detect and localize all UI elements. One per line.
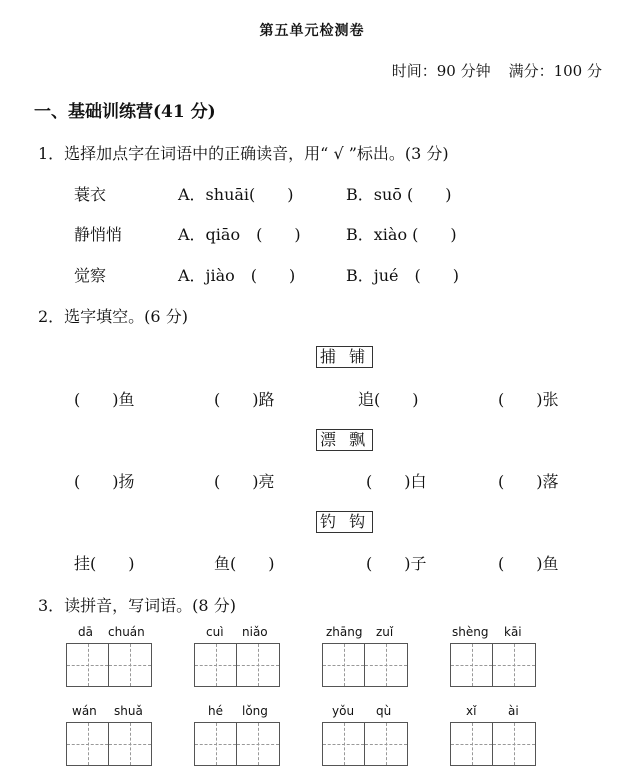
- pinyin-label: kāi: [504, 625, 522, 639]
- fill-blank[interactable]: ( )鱼: [74, 390, 135, 409]
- fill-blank[interactable]: ( )落: [498, 472, 559, 491]
- writing-grid[interactable]: [322, 643, 408, 687]
- writing-cell[interactable]: [237, 723, 279, 765]
- writing-grid[interactable]: [450, 643, 536, 687]
- pinyin-writing-group: [66, 625, 152, 687]
- exam-score: 满分：100 分: [508, 62, 602, 80]
- q1-option-b[interactable]: B．xiào ( ): [346, 225, 457, 244]
- q1-option-b[interactable]: B．suō ( ): [346, 185, 452, 204]
- q1-option-a[interactable]: A．qiāo ( ): [178, 225, 301, 244]
- q1-option-b[interactable]: B．jué ( ): [346, 266, 459, 285]
- fill-blank[interactable]: 追( ): [358, 390, 419, 409]
- pinyin-label: zhāng: [326, 625, 363, 639]
- pinyin-label: chuán: [108, 625, 145, 639]
- writing-cell[interactable]: [237, 644, 279, 686]
- char-choice-box: 漂 飘: [316, 429, 373, 451]
- pinyin-label: zuǐ: [376, 625, 394, 639]
- q1-word: 蓑衣: [74, 185, 107, 204]
- writing-cell[interactable]: [67, 723, 109, 765]
- writing-cell[interactable]: [109, 723, 151, 765]
- pinyin-writing-group: [322, 704, 408, 766]
- pinyin-writing-group: [194, 704, 280, 766]
- pinyin-label: shèng: [452, 625, 489, 639]
- pinyin-writing-group: [194, 625, 280, 687]
- fill-blank[interactable]: ( )扬: [74, 472, 135, 491]
- pinyin-label: ài: [508, 704, 519, 718]
- question-1-prompt: 1．选择加点字在词语中的正确读音，用“ √ ”标出。(3 分): [38, 144, 449, 163]
- fill-blank[interactable]: ( )白: [366, 472, 427, 491]
- writing-cell[interactable]: [323, 644, 365, 686]
- writing-grid[interactable]: [450, 722, 536, 766]
- writing-grid[interactable]: [66, 722, 152, 766]
- pinyin-label: qù: [376, 704, 392, 718]
- fill-blank[interactable]: ( )子: [366, 554, 427, 573]
- writing-cell[interactable]: [195, 723, 237, 765]
- writing-grid[interactable]: [194, 722, 280, 766]
- writing-cell[interactable]: [365, 644, 407, 686]
- pinyin-label: wán: [72, 704, 97, 718]
- pinyin-label: cuì: [206, 625, 224, 639]
- writing-cell[interactable]: [195, 644, 237, 686]
- writing-grid[interactable]: [322, 722, 408, 766]
- pinyin-label: shuǎ: [114, 704, 143, 718]
- exam-time: 时间：90 分钟: [391, 62, 491, 80]
- writing-cell[interactable]: [493, 723, 535, 765]
- section-heading: 一、基础训练营(41 分): [34, 102, 216, 122]
- pinyin-label: xǐ: [466, 704, 477, 718]
- writing-cell[interactable]: [493, 644, 535, 686]
- writing-cell[interactable]: [67, 644, 109, 686]
- pinyin-writing-group: [450, 704, 536, 766]
- writing-cell[interactable]: [451, 644, 493, 686]
- fill-blank[interactable]: ( )路: [214, 390, 275, 409]
- pinyin-label: dā: [78, 625, 93, 639]
- page-title: 第五单元检测卷: [259, 23, 365, 39]
- q1-option-a[interactable]: A．shuāi( ): [178, 185, 294, 204]
- q1-word: 觉察: [74, 266, 107, 285]
- writing-cell[interactable]: [109, 644, 151, 686]
- question-2-prompt: 2．选字填空。(6 分): [38, 307, 188, 326]
- fill-blank[interactable]: 挂( ): [74, 554, 135, 573]
- fill-blank[interactable]: ( )张: [498, 390, 559, 409]
- q1-word: 静悄悄: [74, 225, 123, 244]
- pinyin-label: niǎo: [242, 625, 268, 639]
- char-choice-box: 捕 铺: [316, 346, 373, 368]
- fill-blank[interactable]: ( )亮: [214, 472, 275, 491]
- writing-cell[interactable]: [323, 723, 365, 765]
- fill-blank[interactable]: 鱼( ): [214, 554, 275, 573]
- pinyin-label: lǒng: [242, 704, 268, 718]
- pinyin-writing-group: [66, 704, 152, 766]
- char-choice-box: 钓 钩: [316, 511, 373, 533]
- writing-grid[interactable]: [194, 643, 280, 687]
- q1-option-a[interactable]: A．jiào ( ): [178, 266, 296, 285]
- pinyin-writing-group: [450, 625, 536, 687]
- writing-grid[interactable]: [66, 643, 152, 687]
- fill-blank[interactable]: ( )鱼: [498, 554, 559, 573]
- pinyin-label: yǒu: [332, 704, 355, 718]
- writing-cell[interactable]: [365, 723, 407, 765]
- pinyin-label: hé: [208, 704, 223, 718]
- writing-cell[interactable]: [451, 723, 493, 765]
- exam-meta: [392, 60, 602, 81]
- question-3-prompt: 3．读拼音，写词语。(8 分): [38, 596, 236, 615]
- pinyin-writing-group: [322, 625, 408, 687]
